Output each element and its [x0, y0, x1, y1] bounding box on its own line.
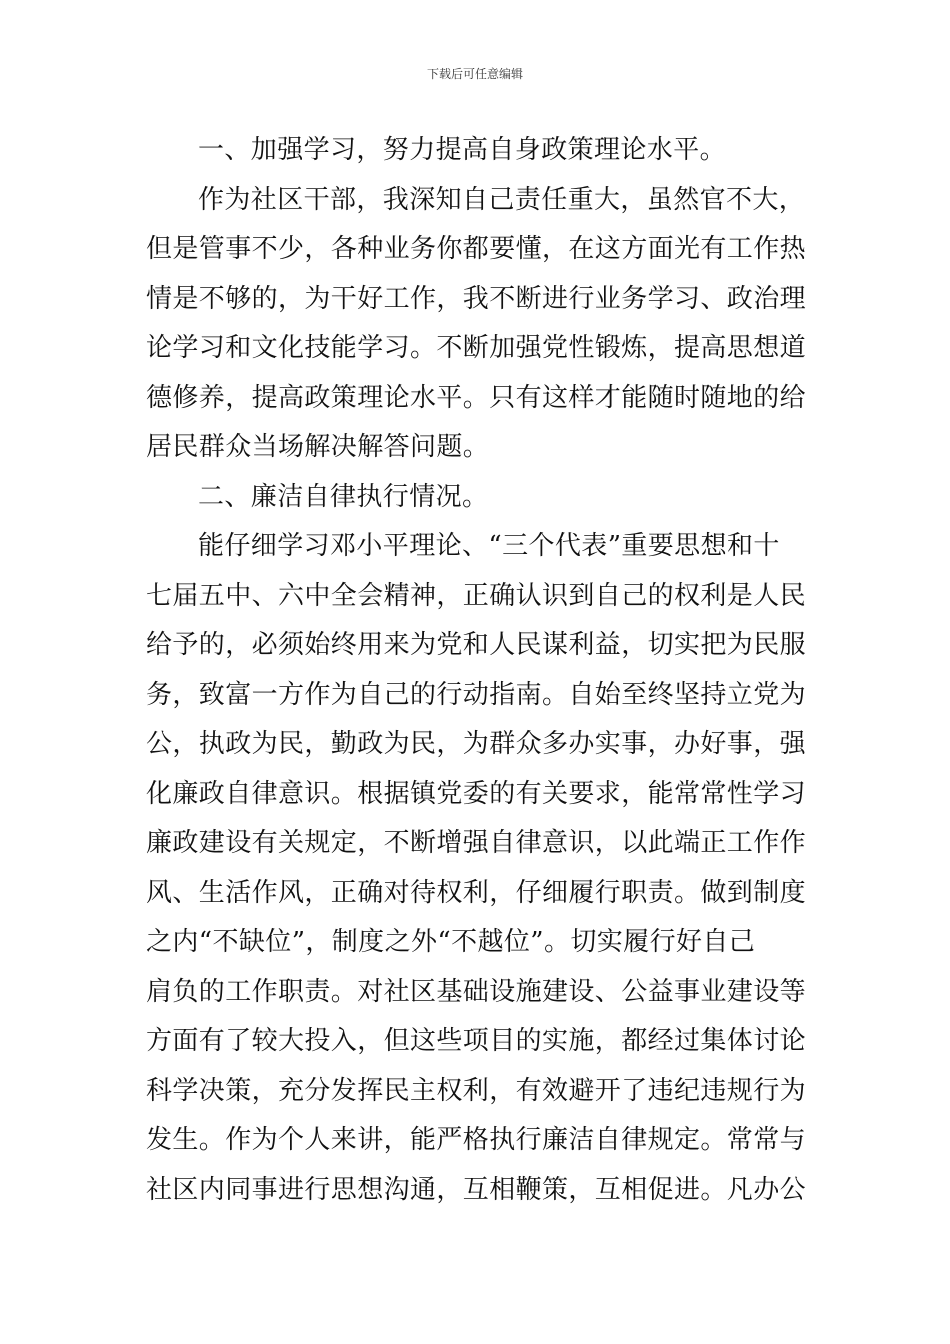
- paragraph-line: 化廉政自律意识。根据镇党委的有关要求，能常常性学习: [146, 778, 807, 809]
- paragraph-line: 能仔细学习邓小平理论、“三个代表”重要思想和十: [198, 531, 780, 561]
- paragraph-line: 之内“不缺位”，制度之外“不越位”。切实履行好自己: [146, 927, 756, 957]
- paragraph-line: 论学习和文化技能学习。不断加强党性锻炼，提高思想道: [146, 333, 807, 363]
- paragraph-line: 发生。作为个人来讲，能严格执行廉洁自律规定。常常与: [146, 1125, 807, 1155]
- paragraph-line: 务，致富一方作为自己的行动指南。自始至终坚持立党为: [146, 679, 807, 710]
- paragraph-line: 廉政建设有关规定，不断增强自律意识，以此端正工作作: [146, 828, 807, 858]
- paragraph-line: 科学决策，充分发挥民主权利，有效避开了违纪违规行为: [146, 1075, 807, 1106]
- paragraph-line: 肩负的工作职责。对社区基础设施建设、公益事业建设等: [146, 976, 807, 1007]
- paragraph-line: 给予的，必须始终用来为党和人民谋利益，切实把为民服: [146, 630, 807, 660]
- paragraph-line: 社区内同事进行思想沟通，互相鞭策，互相促进。凡办公: [146, 1174, 807, 1205]
- section-heading-1: 一、加强学习，努力提高自身政策理论水平。: [198, 135, 727, 165]
- paragraph-line: 但是管事不少，各种业务你都要懂，在这方面光有工作热: [146, 234, 807, 264]
- paragraph-line: 七届五中、六中全会精神，正确认识到自己的权利是人民: [146, 580, 807, 611]
- paragraph-line: 作为社区干部，我深知自己责任重大，虽然官不大，: [198, 184, 806, 215]
- paragraph-line: 公，执政为民，勤政为民，为群众多办实事，办好事，强: [146, 729, 807, 759]
- paragraph-line: 居民群众当场解决解答问题。: [146, 432, 490, 462]
- document-body: [146, 126, 808, 1215]
- paragraph-line: 德修养，提高政策理论水平。只有这样才能随时随地的给: [146, 382, 807, 413]
- paragraph-line: 方面有了较大投入，但这些项目的实施，都经过集体讨论: [146, 1026, 807, 1056]
- paragraph-line: 风、生活作风，正确对待权利，仔细履行职责。做到制度: [146, 877, 807, 908]
- paragraph-line: 情是不够的，为干好工作，我不断进行业务学习、政治理: [146, 283, 807, 314]
- section-heading-2: 二、廉洁自律执行情况。: [198, 481, 489, 512]
- page-header-note: 下载后可任意编辑: [426, 67, 523, 81]
